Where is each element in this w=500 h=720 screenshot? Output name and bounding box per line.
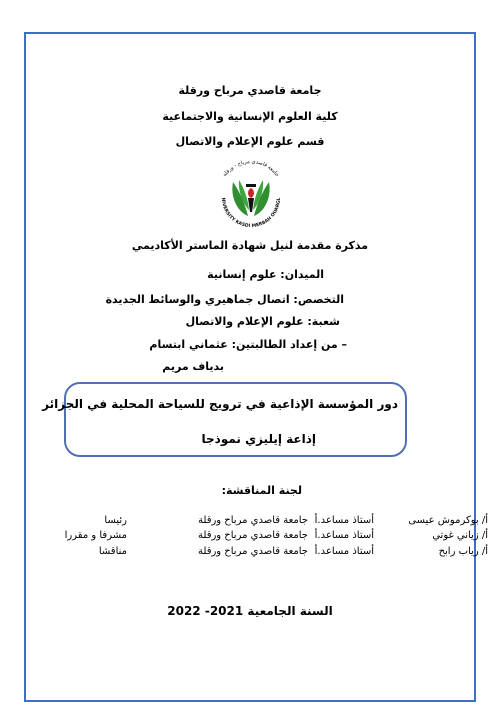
member-role: مشرفا و مقررا <box>64 530 127 541</box>
thesis-title-line1: دور المؤسسة الإذاعية في ترويج للسياحة المحلية في الجزائر <box>42 397 398 411</box>
member-institution: جامعة قاصدي مرباح ورقلة <box>198 546 308 557</box>
member-name: أ/ رياب رابح <box>438 546 488 557</box>
academic-year: السنة الجامعية 2021- 2022 <box>167 604 333 618</box>
member-role: رئيسا <box>104 515 127 526</box>
prepared-by-label: – من إعداد الطالبتين: عثماني ابتسام <box>149 338 347 351</box>
member-name: أ/ زياني غوتي <box>432 530 488 541</box>
second-student-name: بدياف مريم <box>162 360 224 373</box>
svg-text:جامعة قاصدي مرباح - ورقلة <box>222 159 280 178</box>
member-rank: أستاذ مساعد.أ <box>314 530 374 541</box>
member-rank: أستاذ مساعد.أ <box>314 546 374 557</box>
logo-latin-text: NIVERSITY KASDI MERBAH OUARGL <box>219 197 283 228</box>
specialty-label: التخصص: اتصال جماهيري والوسائط الجديدة <box>105 293 344 306</box>
member-role: مناقشا <box>98 546 127 557</box>
field-label: الميدان: علوم إنسانية <box>207 268 324 281</box>
university-name: جامعة قاصدي مرباح ورقلة <box>178 84 322 97</box>
thesis-title-line2: إذاعة إيليزي نموذجا <box>201 432 316 446</box>
member-rank: أستاذ مساعد.أ <box>314 515 374 526</box>
university-logo <box>212 158 290 228</box>
faculty-name: كلية العلوم الإنسانية والاجتماعية <box>162 110 338 123</box>
page-border <box>24 32 476 702</box>
member-name: أ/ بوكرموش عيسى <box>408 515 488 526</box>
department-name: قسم علوم الإعلام والاتصال <box>175 135 325 148</box>
logo-arabic-text: جامعة قاصدي مرباح - ورقلة <box>221 158 281 178</box>
committee-heading: لجنة المناقشة: <box>221 484 302 497</box>
memo-title: مذكرة مقدمة لنيل شهادة الماستر الأكاديمي <box>131 239 369 252</box>
branch-label: شعبة: علوم الإعلام والاتصال <box>185 315 340 328</box>
member-institution: جامعة قاصدي مرباح ورقلة <box>198 515 308 526</box>
member-institution: جامعة قاصدي مرباح ورقلة <box>198 530 308 541</box>
